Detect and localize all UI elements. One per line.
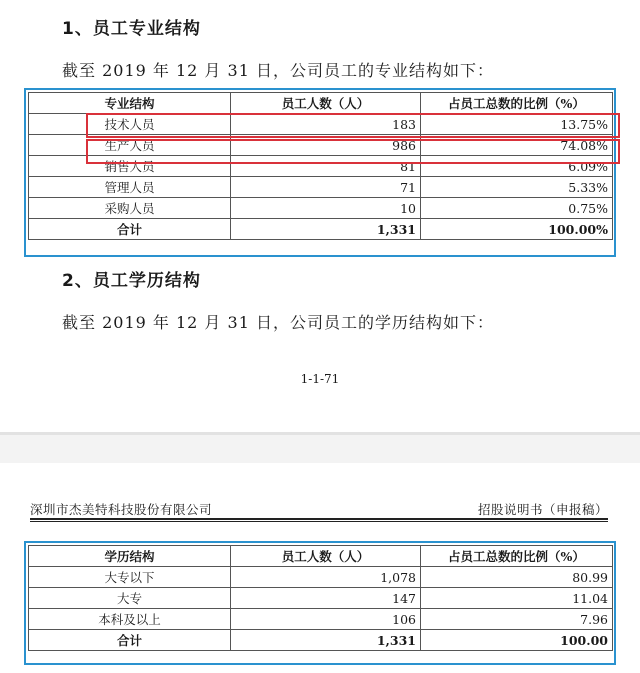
ratio-cell: 13.75% [421, 114, 613, 135]
count-cell: 147 [231, 588, 421, 609]
count-cell: 106 [231, 609, 421, 630]
ratio-cell: 6.09% [421, 156, 613, 177]
education-structure-table [28, 545, 613, 651]
header-rule [30, 518, 608, 520]
ratio-cell: 80.99 [421, 567, 613, 588]
section-intro-education: 截至 2019 年 12 月 31 日，公司员工的学历结构如下： [62, 313, 494, 332]
total-count-cell: 1,331 [231, 630, 421, 651]
total-count-cell: 1,331 [231, 219, 421, 240]
page-gap [0, 435, 640, 463]
header-rule-thin [30, 521, 608, 522]
count-cell: 71 [231, 177, 421, 198]
column-header: 学历结构 [29, 546, 231, 567]
count-cell: 81 [231, 156, 421, 177]
table-total-row [29, 630, 613, 651]
table-row [29, 114, 613, 135]
table-row [29, 609, 613, 630]
table-header-row [29, 93, 613, 114]
column-header: 占员工总数的比例（%） [421, 546, 613, 567]
category-cell: 大专以下 [29, 567, 231, 588]
count-cell: 1,078 [231, 567, 421, 588]
category-cell: 销售人员 [29, 156, 231, 177]
page-header-doc-title: 招股说明书（申报稿） [477, 502, 608, 517]
table-row [29, 156, 613, 177]
table-row [29, 567, 613, 588]
column-header: 占员工总数的比例（%） [421, 93, 613, 114]
column-header: 员工人数（人） [231, 93, 421, 114]
column-header: 专业结构 [29, 93, 231, 114]
ratio-cell: 11.04 [421, 588, 613, 609]
table-header-row [29, 546, 613, 567]
category-cell: 本科及以上 [29, 609, 231, 630]
count-cell: 10 [231, 198, 421, 219]
page-number: 1-1-71 [300, 372, 340, 386]
category-cell: 采购人员 [29, 198, 231, 219]
section-heading-education: 2、员工学历结构 [62, 271, 201, 291]
count-cell: 183 [231, 114, 421, 135]
column-header: 员工人数（人） [231, 546, 421, 567]
table-row [29, 198, 613, 219]
section-intro-professional: 截至 2019 年 12 月 31 日，公司员工的专业结构如下： [62, 61, 494, 80]
table-row [29, 135, 613, 156]
category-cell: 大专 [29, 588, 231, 609]
total-ratio-cell: 100.00% [421, 219, 613, 240]
table-total-row [29, 219, 613, 240]
table-row [29, 177, 613, 198]
page-header-company: 深圳市杰美特科技股份有限公司 [30, 502, 213, 517]
ratio-cell: 74.08% [421, 135, 613, 156]
section-heading-professional: 1、员工专业结构 [62, 19, 201, 39]
total-label-cell: 合计 [29, 630, 231, 651]
count-cell: 986 [231, 135, 421, 156]
ratio-cell: 5.33% [421, 177, 613, 198]
total-label-cell: 合计 [29, 219, 231, 240]
category-cell: 管理人员 [29, 177, 231, 198]
ratio-cell: 7.96 [421, 609, 613, 630]
total-ratio-cell: 100.00 [421, 630, 613, 651]
category-cell: 技术人员 [29, 114, 231, 135]
table-row [29, 588, 613, 609]
category-cell: 生产人员 [29, 135, 231, 156]
professional-structure-table [28, 92, 613, 240]
ratio-cell: 0.75% [421, 198, 613, 219]
